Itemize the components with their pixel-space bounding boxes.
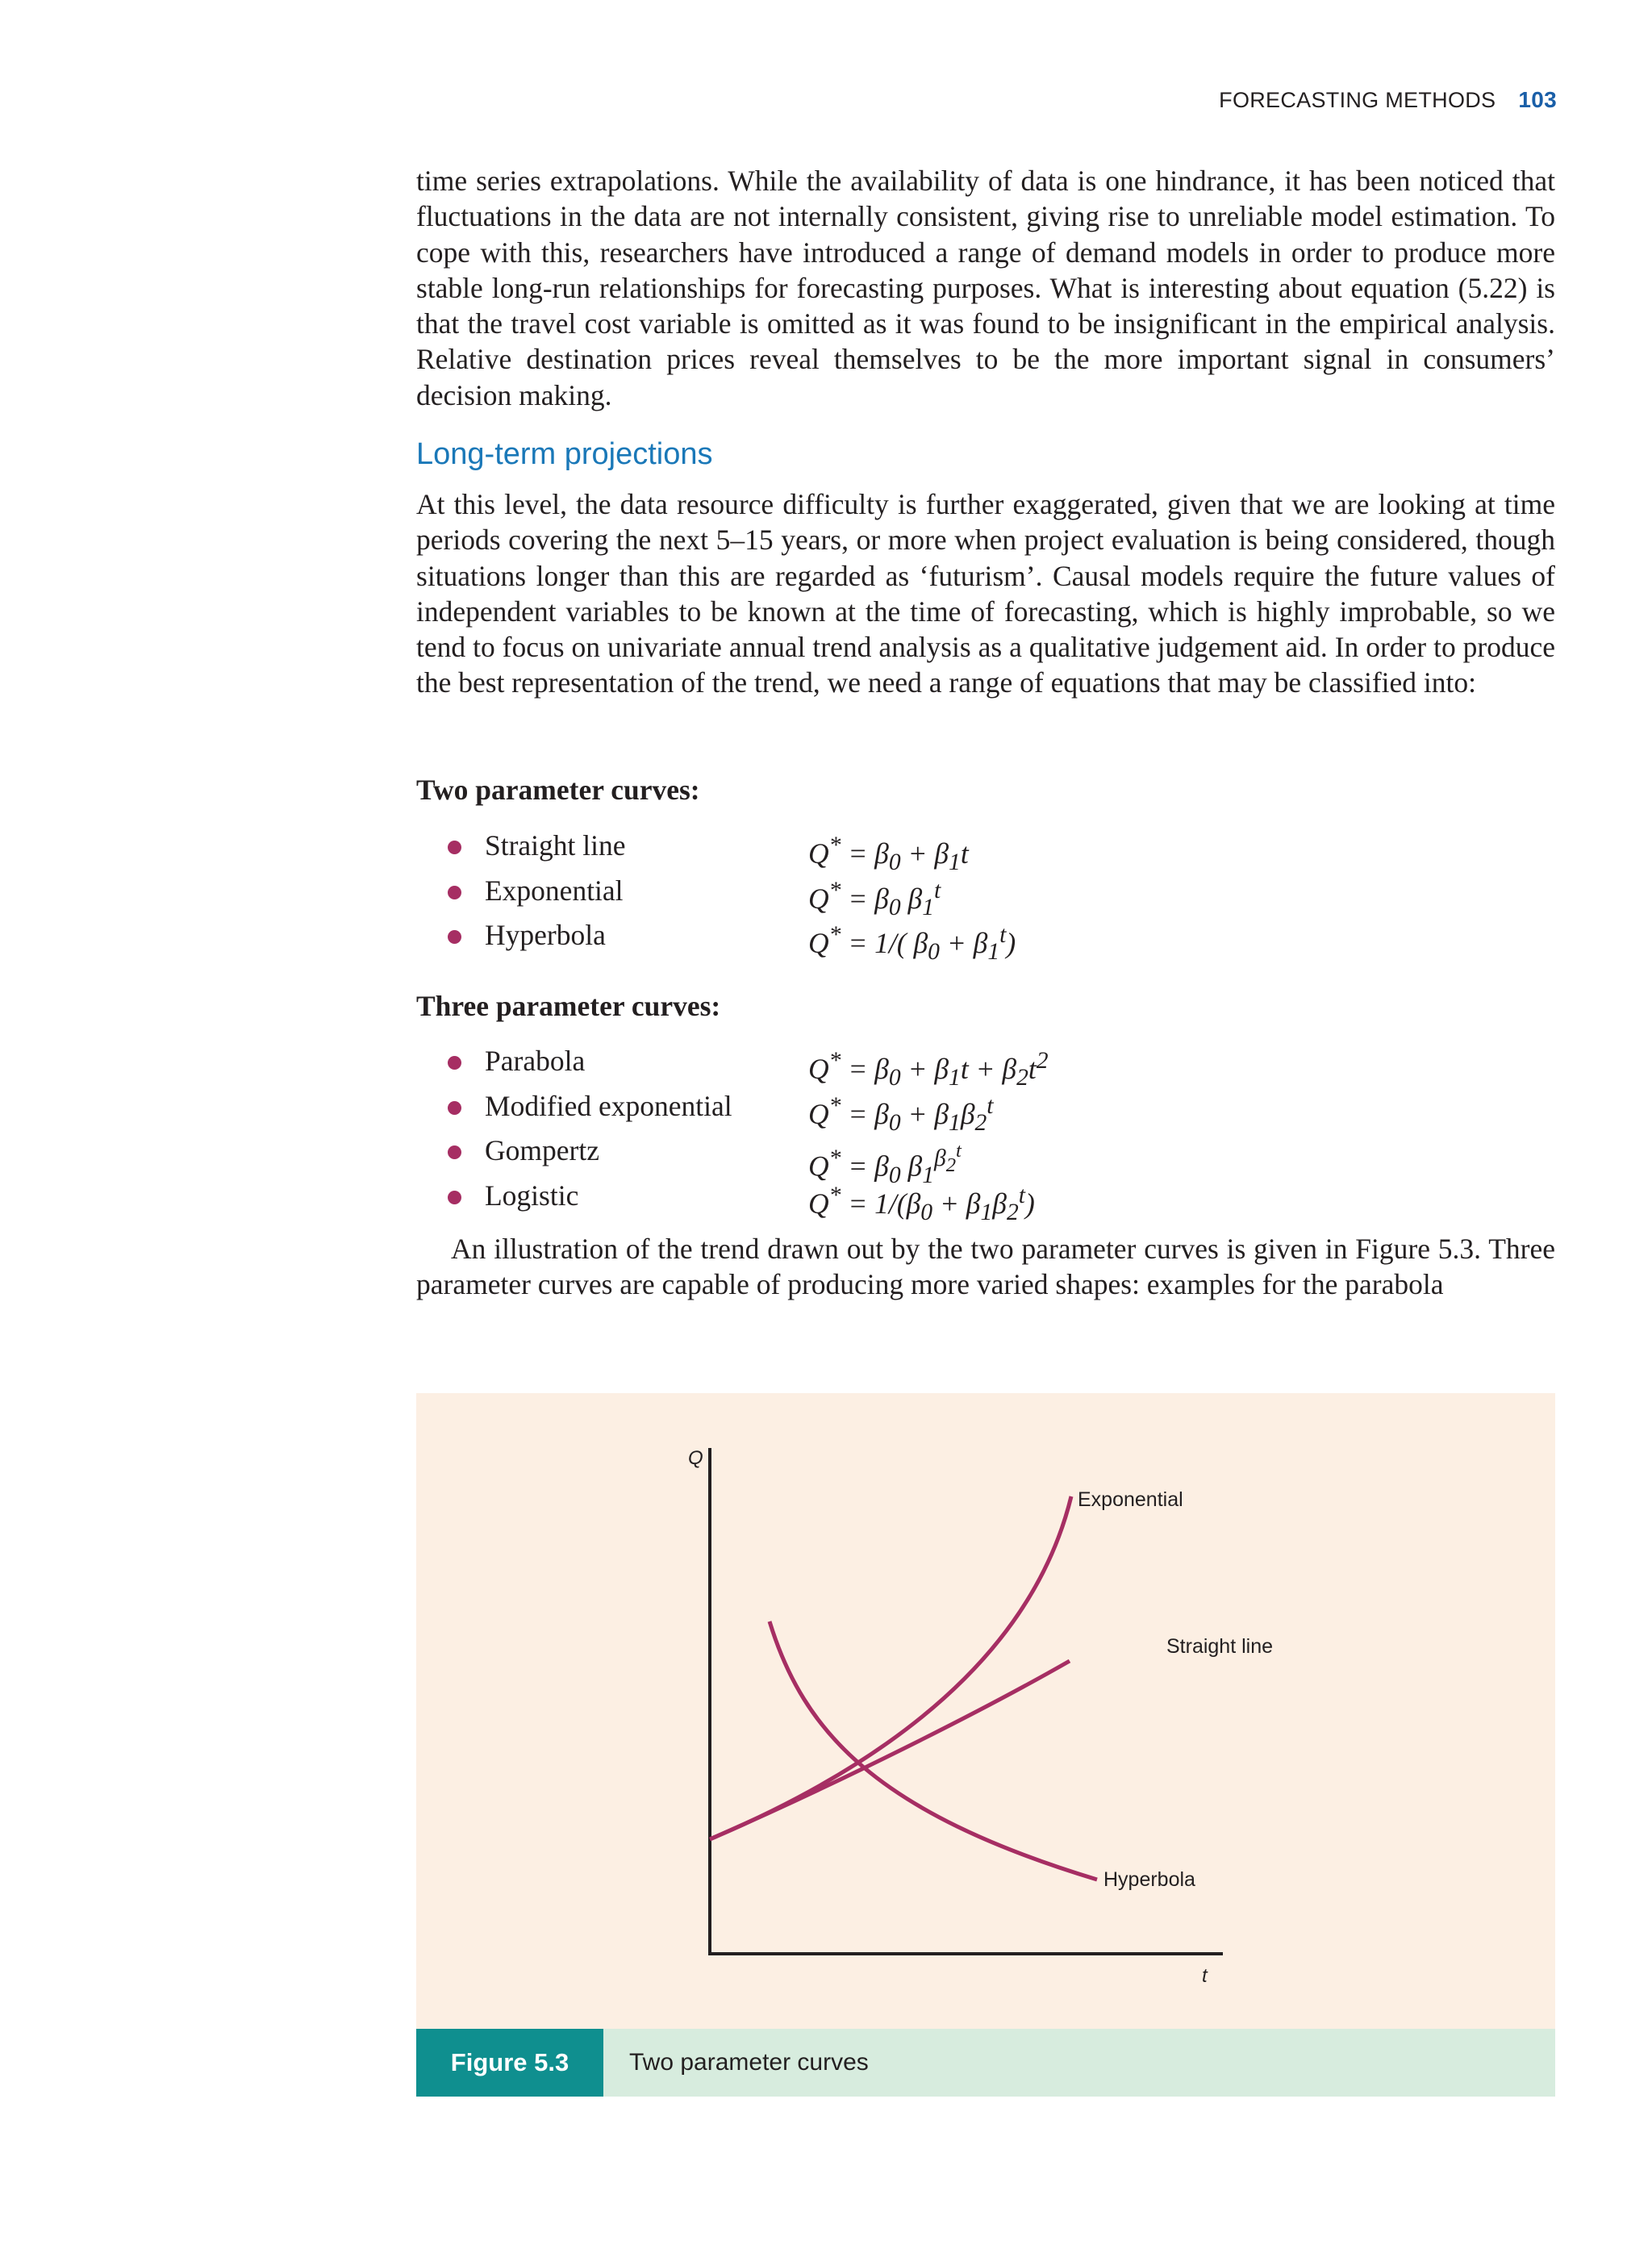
list-item	[448, 1084, 1416, 1136]
curve-name: Straight line	[485, 829, 626, 862]
y-axis-label: Q	[688, 1447, 703, 1469]
hyperbola-curve	[770, 1621, 1097, 1880]
three-parameter-list	[448, 1039, 1416, 1225]
bullet-icon	[448, 1145, 461, 1159]
running-title: FORECASTING METHODS	[1219, 88, 1496, 112]
series-label-exponential: Exponential	[1078, 1488, 1183, 1511]
list-item	[448, 913, 1416, 965]
curve-equation: Q* = 1/( $\beta_0 + \beta_1^t$)	[808, 922, 1016, 965]
series-label-straight-line: Straight line	[1166, 1635, 1274, 1658]
curve-equation: $Q^* = \beta_0$ $\beta_1^{\beta_2^t}$	[808, 1140, 962, 1188]
figure-caption-text: Two parameter curves	[629, 2049, 869, 2076]
figure-caption	[416, 2029, 1555, 2097]
figure-5-3	[416, 1393, 1555, 2029]
bullet-icon	[448, 1191, 461, 1204]
curve-name: Gompertz	[485, 1134, 599, 1166]
page-number: 103	[1518, 87, 1557, 112]
list-item	[448, 1129, 1416, 1188]
curve-name: Logistic	[485, 1179, 579, 1212]
three-parameter-heading: Three parameter curves:	[416, 990, 721, 1022]
section-heading: Long-term projections	[416, 437, 713, 471]
bullet-icon	[448, 1101, 461, 1115]
curve-equation: $Q^* = \beta_0$ $\beta_1^t$	[808, 877, 941, 920]
body-paragraph-3: An illustration of the trend drawn out by the two parameter curves is given in Figure 5.3. Three parameter curves are capable of producing more varied shapes: examples for the parabola	[416, 1233, 1555, 1301]
bullet-icon	[448, 886, 461, 899]
series-label-hyperbola: Hyperbola	[1103, 1868, 1195, 1891]
two-parameter-list	[448, 824, 1416, 965]
x-axis-label: t	[1202, 1965, 1208, 1987]
curve-equation: $Q^* = \beta_0 + \beta_1t$	[808, 832, 969, 875]
curve-equation: $Q^* = \beta_0 + \beta_1t + \beta_2t^2$	[808, 1048, 1049, 1091]
body-paragraph-1: time series extrapolations. While the availability of data is one hindrance, it has been noticed that fluctuations in the data are not internally consistent, giving rise to unreliable model estimation. To cope with this, researchers have introduced a range of demand models in order to produce more stable long-run relationships for forecasting purposes. What is interesting about equation (5.22) is that the travel cost variable is omitted as it was found to be insignificant in the empirical analysis. Relative destination prices reveal themselves to be the more important signal in consumers’ decision making.	[416, 165, 1555, 411]
list-item	[448, 1039, 1416, 1091]
straight-line-curve	[710, 1661, 1070, 1839]
list-item	[448, 869, 1416, 920]
bullet-icon	[448, 841, 461, 854]
figure-label: Figure 5.3	[416, 2029, 603, 2097]
curve-name: Modified exponential	[485, 1089, 732, 1122]
curve-equation: $Q^* = \beta_0 + \beta_1\beta_2^t$	[808, 1092, 994, 1136]
curve-name: Exponential	[485, 874, 624, 907]
body-paragraph-2: At this level, the data resource difficulty is further exaggerated, given that we are looking at time periods covering the next 5–15 years, or more when project evaluation is being considered, though situations longer than this are regarded as ‘futurism’. Causal models require the future values of independent variables to be known at the time of forecasting, which is highly improbable, so we tend to focus on univariate annual trend analysis as a qualitative judgement aid. In order to produce the best representation of the trend, we need a range of equations that may be classified into:	[416, 488, 1555, 699]
trend-chart	[416, 1393, 1555, 2029]
curve-name: Hyperbola	[485, 919, 606, 951]
list-item	[448, 1174, 1416, 1225]
list-item	[448, 824, 1416, 875]
bullet-icon	[448, 930, 461, 944]
bullet-icon	[448, 1056, 461, 1070]
curve-name: Parabola	[485, 1045, 586, 1077]
running-header	[1129, 87, 1557, 119]
curve-equation: $Q^* = 1/(\beta_0 + \beta_1\beta_2^t)$	[808, 1182, 1035, 1225]
two-parameter-heading: Two parameter curves:	[416, 774, 700, 806]
